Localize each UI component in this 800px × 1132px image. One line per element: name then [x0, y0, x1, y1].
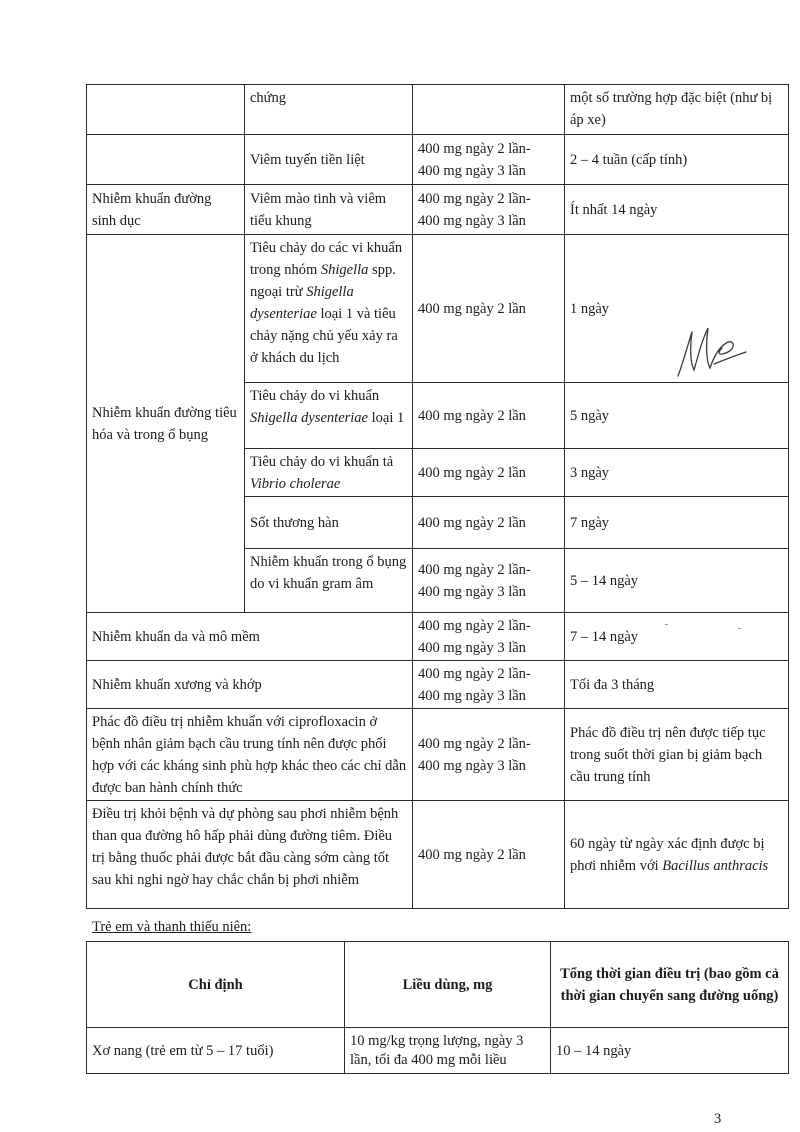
page-number: 3	[714, 1111, 722, 1127]
table-row: Nhiễm khuẩn da và mô mềm 400 mg ngày 2 lần- 400 mg ngày 3 lần 7 – 14 ngày	[87, 613, 789, 661]
table-row: Nhiễm khuẩn trong ổ bụng do vi khuẩn gram âm 400 mg ngày 2 lần- 400 mg ngày 3 lần 5 – 14 ngày	[87, 549, 789, 613]
table-row: Nhiễm khuẩn đường tiêu hóa và trong ổ bụng Tiêu chảy do các vi khuẩn trong nhóm Shigella spp. ngoại trừ Shigella dysenteriae loại 1 và tiêu chảy nặng chủ yếu xảy ra ở khách du lịch 400 mg ngày 2 lần 1 ngày	[87, 235, 789, 383]
column-header-dose: Liều dùng, mg	[345, 942, 551, 1028]
table-row: Sốt thương hàn 400 mg ngày 2 lần 7 ngày	[87, 497, 789, 549]
scan-speck	[665, 624, 668, 625]
handwritten-signature	[670, 318, 750, 382]
table-row: Tiêu chảy do vi khuẩn Shigella dysenteriae loại 1 400 mg ngày 2 lần 5 ngày	[87, 383, 789, 449]
table-row: Nhiễm khuẩn xương và khớp 400 mg ngày 2 lần- 400 mg ngày 3 lần Tối đa 3 tháng	[87, 661, 789, 709]
table-row: Viêm tuyến tiền liệt 400 mg ngày 2 lần- 400 mg ngày 3 lần 2 – 4 tuần (cấp tính)	[87, 135, 789, 185]
table-header-row	[87, 942, 789, 1028]
section-title-children: Trẻ em và thanh thiếu niên:	[92, 919, 252, 935]
column-header-indication: Chỉ định	[87, 942, 345, 1028]
column-header-duration: Tổng thời gian điều trị (bao gồm cả thời gian chuyển sang đường uống)	[551, 942, 789, 1028]
table-row: Nhiễm khuẩn đường sinh dục Viêm mào tinh và viêm tiểu khung 400 mg ngày 2 lần- 400 mg ngày 3 lần Ít nhất 14 ngày	[87, 185, 789, 235]
table-row: chứng một số trường hợp đặc biệt (như bị áp xe)	[87, 85, 789, 135]
table-row: Điều trị khỏi bệnh và dự phòng sau phơi nhiễm bệnh than qua đường hô hấp phải dùng đường tiêm. Điều trị bằng thuốc phải được bắt đầu càng sớm càng tốt sau khi nghi ngờ hay chắc chắn bị phơi nhiễm 400 mg ngày 2 lần 60 ngày từ ngày xác định được bị phơi nhiễm với Bacillus anthracis	[87, 801, 789, 909]
dosage-table-adults	[86, 84, 789, 909]
table-row: Phác đồ điều trị nhiễm khuẩn với ciprofloxacin ở bệnh nhân giảm bạch cầu trung tính nên được phối hợp với các kháng sinh phù hợp khác theo các chỉ dẫn được ban hành chính thức 400 mg ngày 2 lần- 400 mg ngày 3 lần Phác đồ điều trị nên được tiếp tục trong suốt thời gian bị giảm bạch cầu trung tính	[87, 709, 789, 801]
table-row: Xơ nang (trẻ em từ 5 – 17 tuổi) 10 mg/kg trọng lượng, ngày 3 lần, tối đa 400 mg mỗi liều 10 – 14 ngày	[87, 1028, 789, 1074]
scan-speck	[738, 628, 741, 629]
table-row: Tiêu chảy do vi khuẩn tả Vibrio cholerae 400 mg ngày 2 lần 3 ngày	[87, 449, 789, 497]
dosage-table-children	[86, 941, 789, 1074]
